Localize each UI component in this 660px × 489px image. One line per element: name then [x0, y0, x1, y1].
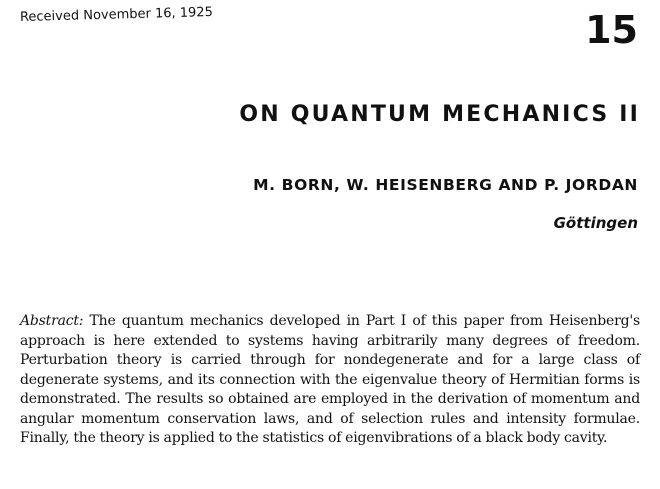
abstract-label: Abstract:: [20, 313, 84, 329]
chapter-number: 15: [585, 8, 638, 52]
paper-affiliation: Göttingen: [553, 214, 638, 232]
received-date: Received November 16, 1925: [19, 4, 214, 25]
abstract-text: The quantum mechanics developed in Part I of this paper from Heisenberg's approach is here extended to systems having arbitrarily many degrees of freedom. Perturbation theory is carried through for nondegenerate and for a large class of degenerate systems, and its connection with the eigenvalue theory of Hermitian forms is demonstrated. The results so obtained are employed in the derivation of momentum and angular momentum conservation laws, and of selection rules and intensity formulae. Finally, the theory is applied to the statistics of eigenvibrations of a black body cavity.: [20, 313, 640, 446]
paper-title: ON QUANTUM MECHANICS II: [239, 102, 640, 127]
paper-authors: M. BORN, W. HEISENBERG AND P. JORDAN: [253, 176, 638, 194]
abstract-paragraph: [20, 312, 640, 449]
